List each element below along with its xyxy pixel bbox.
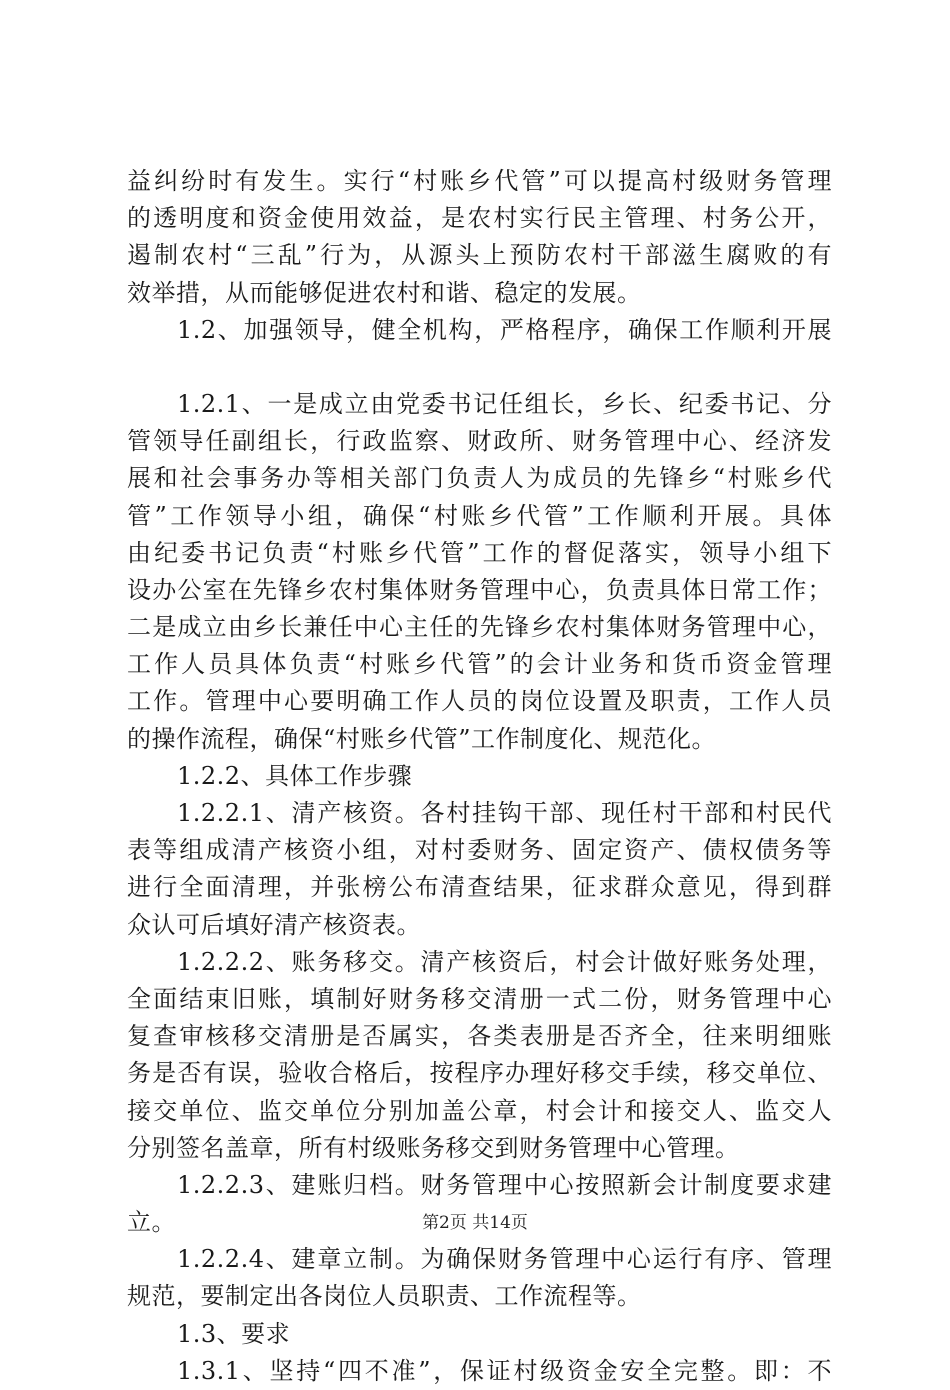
text-line: 接交单位、监交单位分别加盖公章，村会计和接交人、监交人 [127,1096,832,1125]
text-line: 规范，要制定出各岗位人员职责、工作流程等。 [127,1282,642,1311]
text-line: 工作人员具体负责“村账乡代管”的会计业务和货币资金管理 [127,650,832,679]
text-line: 遏制农村“三乱”行为，从源头上预防农村干部滋生腐败的有 [127,241,832,270]
text-line: 1.2.1、一是成立由党委书记任组长，乡长、纪委书记、分 [177,389,832,418]
paragraph-gap [127,349,832,386]
text-line: 的透明度和资金使用效益，是农村实行民主管理、村务公开， [127,204,832,233]
text-line: 全面结束旧账，填制好财务移交清册一式二份，财务管理中心 [127,984,832,1013]
text-line: 1.2.2.3、建账归档。财务管理中心按照新会计制度要求建 [177,1170,832,1199]
text-line: 设办公室在先锋乡农村集体财务管理中心，负责具体日常工作； [127,575,832,604]
text-line: 管领导任副组长，行政监察、财政所、财务管理中心、经济发 [127,427,832,456]
text-line: 分别签名盖章，所有村级账务移交到财务管理中心管理。 [127,1133,740,1162]
text-line: 立。 [127,1208,176,1237]
text-line: 1.2.2.1、清产核资。各村挂钩干部、现任村干部和村民代 [177,799,832,827]
text-line: 由纪委书记负责“村账乡代管”工作的督促落实，领导小组下 [127,538,832,567]
text-line: 1.2、加强领导，健全机构，严格程序，确保工作顺利开展 [177,315,832,344]
text-line: 进行全面清理，并张榜公布清查结果，征求群众意见，得到群 [127,873,832,902]
text-line: 表等组成清产核资小组，对村委财务、固定资产、债权债务等 [127,836,832,865]
text-line: 1.3、要求 [177,1319,291,1348]
text-line: 务是否有误，验收合格后，按程序办理好移交手续，移交单位、 [127,1059,832,1088]
page-footer [0,1212,950,1234]
text-line: 益纠纷时有发生。实行“村账乡代管”可以提高村级财务管理 [127,167,832,195]
text-line: 的操作流程，确保“村账乡代管”工作制度化、规范化。 [127,724,717,753]
text-line: 1.2.2.2、账务移交。清产核资后，村会计做好账务处理， [177,947,832,976]
text-line: 1.2.2、具体工作步骤 [177,761,413,790]
text-line: 效举措，从而能够促进农村和谐、稳定的发展。 [127,278,642,307]
document-body [127,163,832,1390]
text-line: 复查审核移交清册是否属实，各类表册是否齐全，往来明细账 [127,1022,832,1051]
text-line: 管”工作领导小组，确保“村账乡代管”工作顺利开展。具体 [127,501,832,530]
text-line: 展和社会事务办等相关部门负责人为成员的先锋乡“村账乡代 [127,464,832,493]
text-line: 众认可后填好清产核资表。 [127,910,421,939]
text-line: 二是成立由乡长兼任中心主任的先锋乡农村集体财务管理中心， [127,613,832,642]
text-line: 1.3.1、坚持“四不准”，保证村级资金安全完整。即：不 [177,1356,832,1385]
text-line: 1.2.2.4、建章立制。为确保财务管理中心运行有序、管理 [177,1245,832,1274]
text-line: 工作。管理中心要明确工作人员的岗位设置及职责，工作人员 [127,687,832,716]
page-number-label: 第2页 共14页 [422,1213,528,1233]
